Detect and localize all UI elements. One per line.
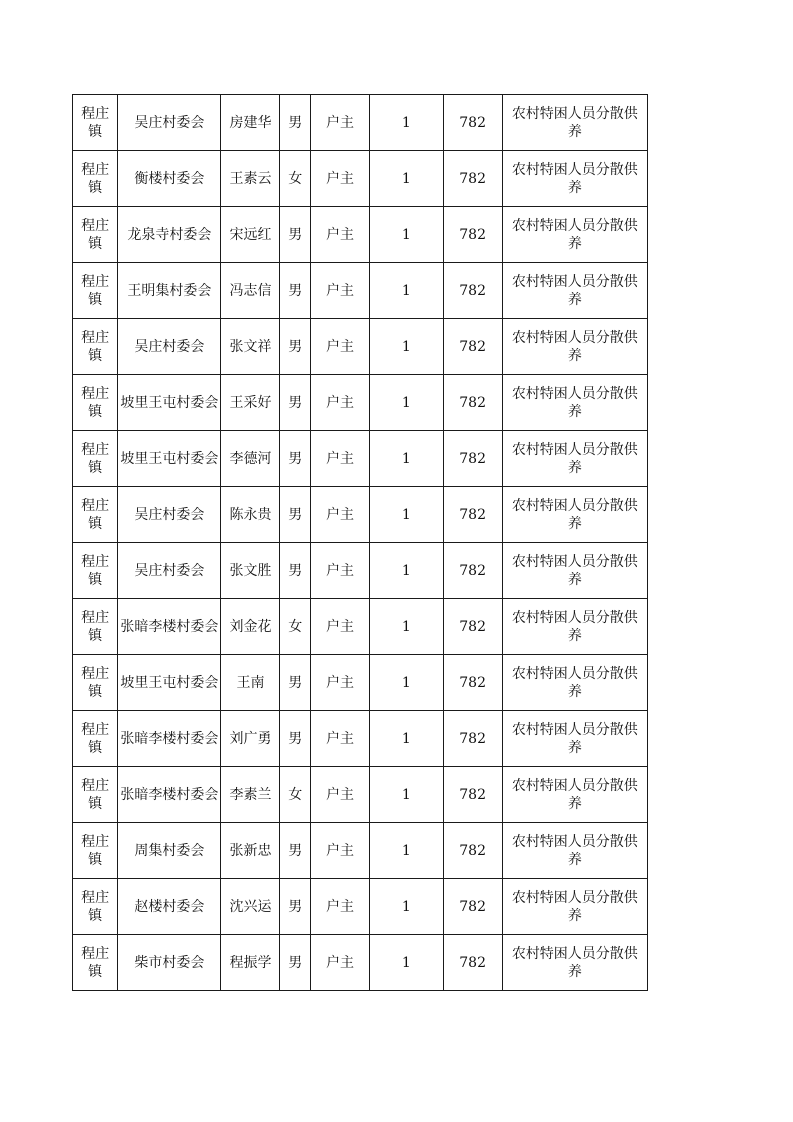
name-cell: 刘广勇 xyxy=(221,711,280,767)
amount-cell: 782 xyxy=(443,543,502,599)
name-cell: 张文胜 xyxy=(221,543,280,599)
sex-cell: 男 xyxy=(280,263,311,319)
sex-cell: 女 xyxy=(280,151,311,207)
sex-cell: 男 xyxy=(280,95,311,151)
amount-cell: 782 xyxy=(443,487,502,543)
amount-cell: 782 xyxy=(443,711,502,767)
sex-cell: 男 xyxy=(280,319,311,375)
village-cell: 赵楼村委会 xyxy=(118,879,221,935)
amount-cell: 782 xyxy=(443,151,502,207)
name-cell: 冯志信 xyxy=(221,263,280,319)
relation-cell: 户主 xyxy=(310,151,369,207)
table-row xyxy=(73,655,648,711)
type-cell: 农村特困人员分散供养 xyxy=(502,263,647,319)
relation-cell: 户主 xyxy=(310,655,369,711)
table-row xyxy=(73,767,648,823)
table-row xyxy=(73,543,648,599)
count-cell: 1 xyxy=(369,263,443,319)
type-cell: 农村特困人员分散供养 xyxy=(502,823,647,879)
amount-cell: 782 xyxy=(443,375,502,431)
town-cell: 程庄镇 xyxy=(73,207,118,263)
type-cell: 农村特困人员分散供养 xyxy=(502,375,647,431)
count-cell: 1 xyxy=(369,151,443,207)
count-cell: 1 xyxy=(369,599,443,655)
village-cell: 吴庄村委会 xyxy=(118,319,221,375)
town-cell: 程庄镇 xyxy=(73,543,118,599)
table-row xyxy=(73,879,648,935)
type-cell: 农村特困人员分散供养 xyxy=(502,767,647,823)
name-cell: 张文祥 xyxy=(221,319,280,375)
count-cell: 1 xyxy=(369,767,443,823)
relief-roster-table xyxy=(72,94,648,991)
relation-cell: 户主 xyxy=(310,767,369,823)
relation-cell: 户主 xyxy=(310,263,369,319)
relation-cell: 户主 xyxy=(310,543,369,599)
relation-cell: 户主 xyxy=(310,935,369,991)
village-cell: 柴市村委会 xyxy=(118,935,221,991)
sex-cell: 男 xyxy=(280,655,311,711)
table-row xyxy=(73,319,648,375)
type-cell: 农村特困人员分散供养 xyxy=(502,935,647,991)
village-cell: 坡里王屯村委会 xyxy=(118,375,221,431)
type-cell: 农村特困人员分散供养 xyxy=(502,487,647,543)
table-row xyxy=(73,935,648,991)
relation-cell: 户主 xyxy=(310,431,369,487)
town-cell: 程庄镇 xyxy=(73,879,118,935)
table-row xyxy=(73,375,648,431)
type-cell: 农村特困人员分散供养 xyxy=(502,879,647,935)
count-cell: 1 xyxy=(369,879,443,935)
amount-cell: 782 xyxy=(443,319,502,375)
table-body xyxy=(73,95,648,991)
amount-cell: 782 xyxy=(443,655,502,711)
village-cell: 吴庄村委会 xyxy=(118,487,221,543)
count-cell: 1 xyxy=(369,543,443,599)
type-cell: 农村特困人员分散供养 xyxy=(502,711,647,767)
relation-cell: 户主 xyxy=(310,487,369,543)
village-cell: 坡里王屯村委会 xyxy=(118,431,221,487)
relation-cell: 户主 xyxy=(310,599,369,655)
town-cell: 程庄镇 xyxy=(73,375,118,431)
count-cell: 1 xyxy=(369,711,443,767)
town-cell: 程庄镇 xyxy=(73,487,118,543)
town-cell: 程庄镇 xyxy=(73,319,118,375)
relation-cell: 户主 xyxy=(310,711,369,767)
amount-cell: 782 xyxy=(443,879,502,935)
village-cell: 张暗李楼村委会 xyxy=(118,599,221,655)
table-row xyxy=(73,207,648,263)
name-cell: 王南 xyxy=(221,655,280,711)
relation-cell: 户主 xyxy=(310,879,369,935)
town-cell: 程庄镇 xyxy=(73,95,118,151)
count-cell: 1 xyxy=(369,431,443,487)
name-cell: 李德河 xyxy=(221,431,280,487)
name-cell: 宋远红 xyxy=(221,207,280,263)
relation-cell: 户主 xyxy=(310,375,369,431)
table-row xyxy=(73,431,648,487)
table-row xyxy=(73,487,648,543)
relation-cell: 户主 xyxy=(310,207,369,263)
relation-cell: 户主 xyxy=(310,319,369,375)
amount-cell: 782 xyxy=(443,207,502,263)
type-cell: 农村特困人员分散供养 xyxy=(502,207,647,263)
village-cell: 衡楼村委会 xyxy=(118,151,221,207)
village-cell: 吴庄村委会 xyxy=(118,95,221,151)
village-cell: 坡里王屯村委会 xyxy=(118,655,221,711)
town-cell: 程庄镇 xyxy=(73,151,118,207)
sex-cell: 男 xyxy=(280,711,311,767)
amount-cell: 782 xyxy=(443,95,502,151)
town-cell: 程庄镇 xyxy=(73,935,118,991)
sex-cell: 女 xyxy=(280,767,311,823)
name-cell: 王采好 xyxy=(221,375,280,431)
count-cell: 1 xyxy=(369,935,443,991)
type-cell: 农村特困人员分散供养 xyxy=(502,151,647,207)
sex-cell: 男 xyxy=(280,487,311,543)
amount-cell: 782 xyxy=(443,767,502,823)
sex-cell: 男 xyxy=(280,935,311,991)
table-row xyxy=(73,823,648,879)
sex-cell: 男 xyxy=(280,431,311,487)
town-cell: 程庄镇 xyxy=(73,711,118,767)
table-row xyxy=(73,263,648,319)
table-row xyxy=(73,151,648,207)
type-cell: 农村特困人员分散供养 xyxy=(502,543,647,599)
name-cell: 刘金花 xyxy=(221,599,280,655)
village-cell: 周集村委会 xyxy=(118,823,221,879)
type-cell: 农村特困人员分散供养 xyxy=(502,319,647,375)
count-cell: 1 xyxy=(369,375,443,431)
amount-cell: 782 xyxy=(443,823,502,879)
type-cell: 农村特困人员分散供养 xyxy=(502,95,647,151)
name-cell: 李素兰 xyxy=(221,767,280,823)
count-cell: 1 xyxy=(369,487,443,543)
sex-cell: 男 xyxy=(280,823,311,879)
town-cell: 程庄镇 xyxy=(73,431,118,487)
sex-cell: 男 xyxy=(280,207,311,263)
sex-cell: 男 xyxy=(280,375,311,431)
type-cell: 农村特困人员分散供养 xyxy=(502,599,647,655)
amount-cell: 782 xyxy=(443,431,502,487)
amount-cell: 782 xyxy=(443,599,502,655)
sex-cell: 男 xyxy=(280,543,311,599)
count-cell: 1 xyxy=(369,319,443,375)
village-cell: 龙泉寺村委会 xyxy=(118,207,221,263)
relation-cell: 户主 xyxy=(310,95,369,151)
town-cell: 程庄镇 xyxy=(73,767,118,823)
name-cell: 王素云 xyxy=(221,151,280,207)
type-cell: 农村特困人员分散供养 xyxy=(502,431,647,487)
town-cell: 程庄镇 xyxy=(73,263,118,319)
name-cell: 张新忠 xyxy=(221,823,280,879)
village-cell: 张暗李楼村委会 xyxy=(118,767,221,823)
count-cell: 1 xyxy=(369,207,443,263)
name-cell: 程振学 xyxy=(221,935,280,991)
count-cell: 1 xyxy=(369,95,443,151)
amount-cell: 782 xyxy=(443,935,502,991)
table-row xyxy=(73,95,648,151)
amount-cell: 782 xyxy=(443,263,502,319)
relation-cell: 户主 xyxy=(310,823,369,879)
sex-cell: 男 xyxy=(280,879,311,935)
name-cell: 房建华 xyxy=(221,95,280,151)
town-cell: 程庄镇 xyxy=(73,655,118,711)
village-cell: 吴庄村委会 xyxy=(118,543,221,599)
sex-cell: 女 xyxy=(280,599,311,655)
name-cell: 陈永贵 xyxy=(221,487,280,543)
name-cell: 沈兴运 xyxy=(221,879,280,935)
village-cell: 张暗李楼村委会 xyxy=(118,711,221,767)
village-cell: 王明集村委会 xyxy=(118,263,221,319)
town-cell: 程庄镇 xyxy=(73,599,118,655)
table-row xyxy=(73,711,648,767)
count-cell: 1 xyxy=(369,655,443,711)
type-cell: 农村特困人员分散供养 xyxy=(502,655,647,711)
count-cell: 1 xyxy=(369,823,443,879)
table-row xyxy=(73,599,648,655)
town-cell: 程庄镇 xyxy=(73,823,118,879)
